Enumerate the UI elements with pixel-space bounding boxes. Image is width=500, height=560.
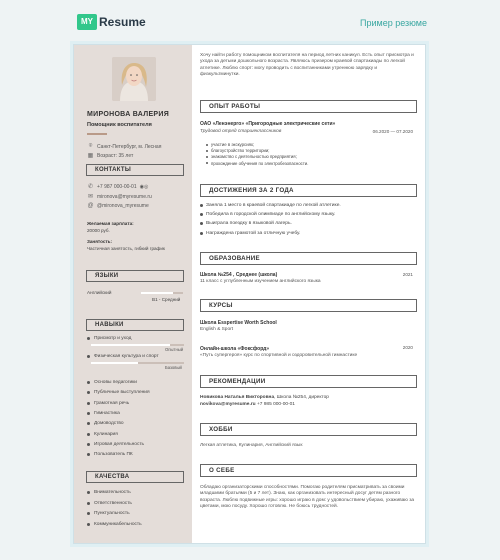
bullet-dot bbox=[200, 204, 203, 207]
about-heading: О СЕБЕ bbox=[200, 464, 417, 477]
accent-line bbox=[87, 133, 107, 135]
resume-sheet bbox=[73, 44, 426, 544]
duty-item: благоустройство территории; bbox=[206, 148, 270, 153]
skill-level-fill bbox=[91, 362, 138, 364]
bullet-dot bbox=[87, 402, 90, 405]
bullet-dot bbox=[206, 156, 208, 158]
contacts-heading: КОНТАКТЫ bbox=[86, 164, 184, 176]
skill-item: Грамотная речь bbox=[87, 401, 129, 406]
skill-item: Присмотр и уход bbox=[87, 336, 131, 341]
courses-heading: КУРСЫ bbox=[200, 299, 417, 312]
duty-item: участие в экскурсиях; bbox=[206, 142, 254, 147]
right-panel bbox=[192, 45, 425, 543]
bullet-dot bbox=[87, 433, 90, 436]
hobbies-heading: ХОББИ bbox=[200, 423, 417, 436]
phone-icon: ✆ bbox=[87, 184, 94, 190]
experience-company: ОАО «Ленэнерго» «Пригородные электрические сети» bbox=[200, 121, 336, 127]
education-heading: ОБРАЗОВАНИЕ bbox=[200, 252, 417, 265]
bullet-dot bbox=[87, 512, 90, 515]
skill-item: Игровая деятельность bbox=[87, 442, 144, 447]
job-role: Помощник воспитателя bbox=[87, 122, 152, 128]
top-bar bbox=[0, 0, 500, 44]
recommendation-contact: novikova@myresume.ru +7 985 000-00-01 bbox=[200, 402, 295, 407]
education-school: Школа №254 , Среднее (школа) bbox=[200, 272, 278, 278]
skills-heading: НАВЫКИ bbox=[86, 319, 184, 331]
phone-text: +7 987 000-00-01 bbox=[97, 183, 137, 190]
phone-row[interactable] bbox=[87, 183, 148, 190]
employment-value: Частичная занятость, гибкий график bbox=[87, 246, 165, 251]
language-level-bar bbox=[141, 292, 183, 294]
bullet-dot bbox=[206, 150, 208, 152]
email-icon: ✉ bbox=[87, 194, 94, 200]
quality-item: Коммуникабельность bbox=[87, 522, 142, 527]
language-level: B1 - Средний bbox=[152, 297, 181, 302]
profile-photo bbox=[112, 57, 156, 101]
employment-label: Занятость: bbox=[87, 239, 112, 244]
skill-item: Домоводство bbox=[87, 421, 124, 426]
full-name: МИРОНОВА ВАЛЕРИЯ bbox=[87, 111, 170, 118]
example-resume-link[interactable]: Пример резюме bbox=[360, 18, 427, 28]
at-icon: @ bbox=[87, 202, 94, 209]
skill-level: Опытный bbox=[165, 347, 184, 352]
logo[interactable] bbox=[77, 14, 146, 30]
duty-item: прохождение обучения по электробезопасности. bbox=[206, 161, 308, 166]
salary-label: Желаемая зарплата: bbox=[87, 221, 134, 226]
skill-level-bar bbox=[91, 344, 184, 346]
course-name: Онлайн-школа «Фоксфорд» bbox=[200, 346, 270, 352]
language-level-fill bbox=[141, 292, 173, 294]
education-details: 11 класс с углубленным изучением английского языка bbox=[200, 279, 321, 284]
email-row[interactable] bbox=[87, 193, 152, 200]
quality-item: Пунктуальность bbox=[87, 511, 130, 516]
skill-level-fill bbox=[91, 344, 170, 346]
qualities-heading: КАЧЕСТВА bbox=[86, 471, 184, 483]
bullet-dot bbox=[200, 232, 203, 235]
bullet-dot bbox=[87, 523, 90, 526]
logo-text: Resume bbox=[99, 15, 146, 29]
about-text: Обладаю организаторскими способностями. Помогаю родителям присматривать за своими младшими братьями (5 и 7 лет). Знаю, как организовать интересный досуг детям разного возраста. Люблю подвижные игры: хорошо играю в дом: у удовольствием убираю, ухаживаю за цветами, мою посуду. Хорошо готовлю. Не боюсь трудностей. bbox=[200, 485, 415, 510]
location-row bbox=[87, 143, 161, 150]
bullet-dot bbox=[200, 213, 203, 216]
achievement-item: Победила в городской олимпиаде по английскому языку. bbox=[200, 212, 335, 217]
skill-item: Пользователь ПК bbox=[87, 452, 133, 457]
bullet-dot bbox=[87, 412, 90, 415]
skill-level-bar bbox=[91, 362, 184, 364]
social-row[interactable] bbox=[87, 202, 149, 209]
education-year: 2021 bbox=[402, 272, 413, 277]
bullet-dot bbox=[200, 222, 203, 225]
quality-item: Внимательность bbox=[87, 490, 131, 495]
bullet-dot bbox=[87, 453, 90, 456]
bullet-dot bbox=[87, 502, 90, 505]
languages-heading: ЯЗЫКИ bbox=[86, 270, 184, 282]
recommendations-heading: РЕКОМЕНДАЦИИ bbox=[200, 375, 417, 388]
social-text: @mironova_myresume bbox=[97, 202, 149, 209]
language-name: Английский bbox=[87, 290, 112, 295]
course-subtitle: English & Sport bbox=[200, 327, 234, 332]
bullet-dot bbox=[206, 144, 208, 146]
salary-value: 20000 руб. bbox=[87, 228, 110, 233]
hobbies-text: Легкая атлетика, Кулинария, Английский язык bbox=[200, 443, 303, 448]
skill-level: Базовый bbox=[165, 365, 182, 370]
course-year: 2020 bbox=[402, 345, 413, 350]
bullet-dot bbox=[87, 422, 90, 425]
recommendation-person: Новикова Наталья Викторовна, Школа №254, директор bbox=[200, 395, 329, 400]
quality-item: Ответственность bbox=[87, 501, 132, 506]
achievement-item: Выиграла поездку в языковой лагерь. bbox=[200, 221, 292, 226]
calendar-icon: ▦ bbox=[87, 153, 94, 159]
experience-heading: ОПЫТ РАБОТЫ bbox=[200, 100, 417, 113]
skill-item: Кулинария bbox=[87, 432, 118, 437]
skill-item: Гимнастика bbox=[87, 411, 120, 416]
achievements-heading: ДОСТИЖЕНИЯ ЗА 2 ГОДА bbox=[200, 184, 417, 197]
skill-item: Физическая культура и спорт bbox=[87, 354, 159, 359]
summary-text: Хочу найти работу помощником воспитателя на период летних каникул. Есть опыт присмотра и ухода за детьми дошкольного возраста. Являюсь призером краевой спартакиады по легкой атлетике. Люблю спорт: могу проводить с воспитанниками утреннюю зарядку и физкультминутки. bbox=[200, 53, 414, 78]
location-text: Санкт-Петербург, м. Лесная bbox=[97, 143, 162, 150]
left-panel bbox=[74, 45, 192, 543]
bullet-dot bbox=[87, 491, 90, 494]
achievement-item: Заняла 1 место в краевой спартакиаде по легкой атлетике. bbox=[200, 203, 341, 208]
email-text: mironova@myresume.ru bbox=[97, 193, 152, 200]
course-subtitle: «Путь супергероя» курс по спортивной и оздоровительной гимнастике bbox=[200, 353, 358, 358]
messenger-icons: ◉◎ bbox=[139, 183, 149, 190]
skill-item: Основы педагогики bbox=[87, 380, 137, 385]
course-name: Школа Esspertise Worth School bbox=[200, 320, 277, 326]
bullet-dot bbox=[87, 391, 90, 394]
experience-position: Трудовой отряд старшеклассников bbox=[200, 129, 282, 134]
achievement-item: Награждена грамотой за отличную учебу. bbox=[200, 231, 300, 236]
age-row bbox=[87, 152, 133, 159]
bullet-dot bbox=[87, 443, 90, 446]
age-text: Возраст: 35 лет bbox=[97, 152, 134, 159]
bullet-dot bbox=[206, 162, 208, 164]
duty-item: знакомство с деятельностью предприятия; bbox=[206, 154, 297, 159]
location-pin-icon: ⌾ bbox=[88, 143, 93, 149]
skill-item: Публичные выступления bbox=[87, 390, 150, 395]
logo-badge: MY bbox=[77, 14, 97, 30]
bullet-dot bbox=[87, 381, 90, 384]
experience-dates: 06.2020 — 07.2020 bbox=[372, 129, 413, 134]
